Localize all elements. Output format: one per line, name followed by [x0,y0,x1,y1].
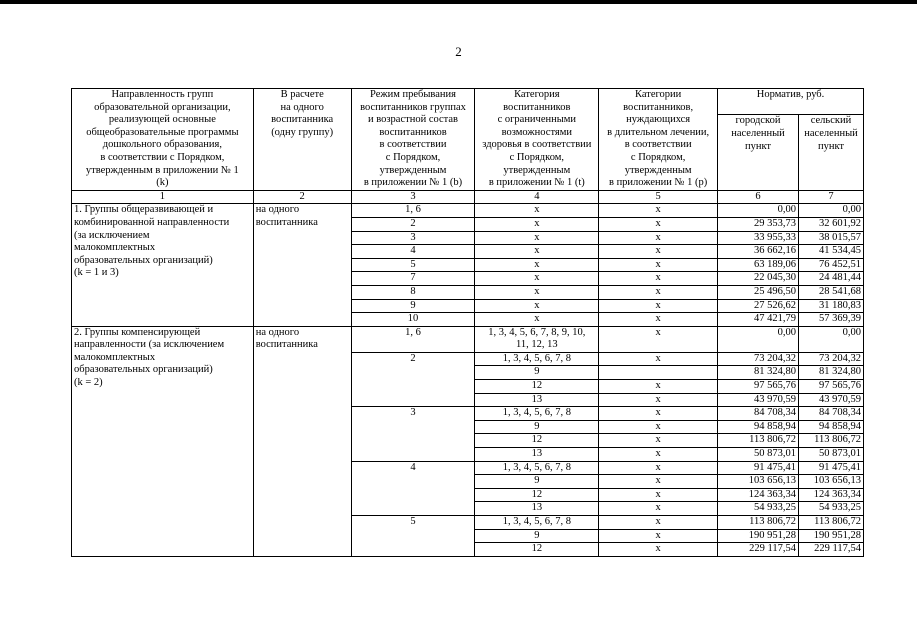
rural-value: 84 708,34 [798,407,863,421]
category-cell: 13 [475,393,599,407]
cell-line: здоровья в соответствии [482,139,592,151]
mode-cell: 3 [351,407,475,461]
category-cell: 9 [475,475,599,489]
cell-line: (за исключением [74,229,150,241]
group-label [72,326,254,556]
category-cell: 12 [475,434,599,448]
rural-value: 41 534,45 [798,245,863,259]
treatment-cell: x [599,488,718,502]
cell-line: с Порядком, [509,151,565,163]
rural-value: 73 204,32 [798,352,863,366]
cell-line: в длительном лечении, [607,126,710,138]
urban-value: 113 806,72 [718,434,799,448]
cell-line: на одного [280,101,324,113]
header-per-pupil [253,89,351,191]
urban-value: 73 204,32 [718,352,799,366]
category-cell: 9 [475,529,599,543]
rural-value: 113 806,72 [798,516,863,530]
header-urban [718,115,799,190]
mode-cell: 2 [351,352,475,406]
scan-top-border [0,0,917,4]
rural-value: 91 475,41 [798,461,863,475]
treatment-cell: x [599,326,718,352]
treatment-cell: x [599,475,718,489]
category-cell: 1, 3, 4, 5, 6, 7, 8 [475,461,599,475]
rural-value: 0,00 [798,204,863,218]
urban-value: 0,00 [718,204,799,218]
mode-cell: 8 [351,285,475,299]
treatment-cell: x [599,529,718,543]
cell-line: городской [735,115,781,127]
category-cell: 1, 3, 4, 5, 6, 7, 8 [475,516,599,530]
cell-line: воспитанника [255,216,318,228]
urban-value: 43 970,59 [718,393,799,407]
cell-line: населенный [731,128,785,139]
rural-value: 0,00 [798,326,863,352]
mode-cell: 1, 6 [351,204,475,218]
rural-value: 38 015,57 [798,231,863,245]
urban-value: 91 475,41 [718,461,799,475]
rural-value: 81 324,80 [798,366,863,380]
urban-value: 27 526,62 [718,299,799,313]
category-cell: x [475,217,599,231]
mode-cell: 5 [351,516,475,557]
treatment-cell: x [599,407,718,421]
mode-cell: 2 [351,217,475,231]
column-number-row [72,190,864,204]
cell-line: возможностями [501,126,572,138]
category-cell: 12 [475,380,599,394]
cell-line: малокомплектных [74,242,156,254]
rural-value: 124 363,34 [798,488,863,502]
header-category-ovz [475,89,599,191]
cell-line: нуждающихся [626,114,691,126]
cell-line: в соответствии [624,139,692,151]
column-number: 3 [351,190,475,204]
cell-line: (одну группу) [271,126,334,138]
cell-line: в соответствии с Порядком, [100,151,225,163]
treatment-cell: x [599,461,718,475]
cell-line: (k = 1 и 3) [74,267,119,279]
category-cell: 1, 3, 4, 5, 6, 7, 8 [475,407,599,421]
cell-line: на одного [255,204,300,216]
treatment-cell: x [599,434,718,448]
column-number: 5 [599,190,718,204]
category-cell: x [475,285,599,299]
urban-value: 81 324,80 [718,366,799,380]
cell-line: реализующей основные [108,114,216,126]
cell-line: воспитанников группах [360,101,466,113]
urban-value: 33 955,33 [718,231,799,245]
mode-cell: 10 [351,313,475,327]
category-cell: 12 [475,488,599,502]
cell-line: В расчете [280,89,324,100]
cell-line: малокомплектных [74,351,156,363]
cell-line: с Порядком, [385,151,441,163]
category-cell [475,326,599,352]
rural-value: 32 601,92 [798,217,863,231]
cell-line: дошкольного образования, [102,139,222,151]
treatment-cell: x [599,258,718,272]
category-cell: x [475,231,599,245]
group-label [72,204,254,326]
cell-line: воспитанников [503,101,571,113]
treatment-cell: x [599,285,718,299]
cell-line: Режим пребывания [370,89,456,100]
rural-value: 50 873,01 [798,448,863,462]
mode-cell: 7 [351,272,475,286]
table-row [72,326,864,352]
cell-line: воспитанников, [623,101,694,113]
treatment-cell: x [599,352,718,366]
column-number: 6 [718,190,799,204]
treatment-cell [599,366,718,380]
rural-value: 57 369,39 [798,313,863,327]
table-row [72,204,864,218]
urban-value: 190 951,28 [718,529,799,543]
category-cell: x [475,272,599,286]
rural-value: 28 541,68 [798,285,863,299]
urban-value: 22 045,30 [718,272,799,286]
category-cell: x [475,245,599,259]
cell-line: комбинированной направленности [74,216,230,228]
cell-line: воспитанников [379,126,447,138]
treatment-cell: x [599,313,718,327]
cell-line: 1. Группы общеразвивающей и [74,204,214,216]
rural-value: 24 481,44 [798,272,863,286]
column-number: 4 [475,190,599,204]
treatment-cell: x [599,502,718,516]
cell-line: в соответствии [379,139,447,151]
mode-cell: 5 [351,258,475,272]
category-cell: 13 [475,502,599,516]
rural-value: 190 951,28 [798,529,863,543]
rural-value: 113 806,72 [798,434,863,448]
mode-cell: 4 [351,461,475,515]
rural-value: 229 117,54 [798,543,863,557]
cell-line: направленности (за исключением [74,339,225,351]
category-cell: 13 [475,448,599,462]
rural-value: 103 656,13 [798,475,863,489]
cell-line: образовательных организаций) [74,254,213,266]
cell-line: в приложении № 1 (t) [488,177,585,189]
normative-table [71,88,864,557]
header-row [72,89,864,115]
category-cell: x [475,299,599,313]
treatment-cell: x [599,543,718,557]
treatment-cell: x [599,380,718,394]
urban-value: 0,00 [718,326,799,352]
cell-line: в приложении № 1 (b) [363,177,463,189]
category-cell: 1, 3, 4, 5, 6, 7, 8 [475,352,599,366]
header-norm: Норматив, руб. [718,89,864,115]
per-pupil-label [253,204,351,326]
treatment-cell: x [599,231,718,245]
urban-value: 36 662,16 [718,245,799,259]
urban-value: 54 933,25 [718,502,799,516]
urban-value: 229 117,54 [718,543,799,557]
cell-line: 2. Группы компенсирующей [74,326,201,338]
cell-line: образовательных организаций) [74,364,213,376]
cell-line: с ограниченными [497,114,577,126]
cell-line: 11, 12, 13 [516,339,558,351]
cell-line: воспитанника [255,339,318,351]
treatment-cell: x [599,448,718,462]
treatment-cell: x [599,245,718,259]
urban-value: 50 873,01 [718,448,799,462]
urban-value: 103 656,13 [718,475,799,489]
treatment-cell: x [599,217,718,231]
header-rural [798,115,863,190]
urban-value: 124 363,34 [718,488,799,502]
mode-cell: 3 [351,231,475,245]
header-direction [72,89,254,191]
urban-value: 94 858,94 [718,420,799,434]
category-cell: x [475,204,599,218]
urban-value: 29 353,73 [718,217,799,231]
header-mode [351,89,475,191]
rural-value: 43 970,59 [798,393,863,407]
cell-line: пункт [817,140,844,152]
cell-line: сельский [810,115,852,127]
cell-line: утвержденным [379,164,447,176]
treatment-cell: x [599,204,718,218]
cell-line: и возрастной состав [368,114,458,126]
column-number: 1 [72,190,254,204]
category-cell: 12 [475,543,599,557]
cell-line: (k = 2) [74,377,103,389]
treatment-cell: x [599,393,718,407]
mode-cell: 4 [351,245,475,259]
cell-line: образовательной организации, [94,101,231,113]
category-cell: x [475,258,599,272]
rural-value: 97 565,76 [798,380,863,394]
cell-line: в приложении № 1 (p) [608,177,708,189]
rural-value: 54 933,25 [798,502,863,516]
urban-value: 63 189,06 [718,258,799,272]
cell-line: населенный [804,128,858,139]
treatment-cell: x [599,516,718,530]
cell-line: на одного [255,326,300,338]
mode-cell: 1, 6 [351,326,475,352]
treatment-cell: x [599,420,718,434]
cell-line: Категории [635,89,682,100]
cell-line: (k) [156,177,169,189]
header-category-treatment [599,89,718,191]
cell-line: утвержденным [624,164,692,176]
per-pupil-label [253,326,351,556]
cell-line: Категория [514,89,560,100]
treatment-cell: x [599,272,718,286]
cell-line: утвержденным в приложении № 1 [85,164,239,176]
cell-line: воспитанника [271,114,334,126]
cell-line: Направленность групп [111,89,214,100]
urban-value: 25 496,50 [718,285,799,299]
urban-value: 113 806,72 [718,516,799,530]
mode-cell: 9 [351,299,475,313]
cell-line: пункт [744,140,772,152]
treatment-cell: x [599,299,718,313]
page-number: 2 [455,44,462,59]
rural-value: 76 452,51 [798,258,863,272]
cell-line: общеобразовательные программы [86,126,239,138]
rural-value: 31 180,83 [798,299,863,313]
urban-value: 47 421,79 [718,313,799,327]
cell-line: утвержденным [503,164,571,176]
urban-value: 84 708,34 [718,407,799,421]
rural-value: 94 858,94 [798,420,863,434]
category-cell: 9 [475,420,599,434]
urban-value: 97 565,76 [718,380,799,394]
cell-line: с Порядком, [630,151,686,163]
cell-line: 1, 3, 4, 5, 6, 7, 8, 9, 10, [488,326,586,338]
column-number: 7 [798,190,863,204]
category-cell: x [475,313,599,327]
category-cell: 9 [475,366,599,380]
column-number: 2 [253,190,351,204]
